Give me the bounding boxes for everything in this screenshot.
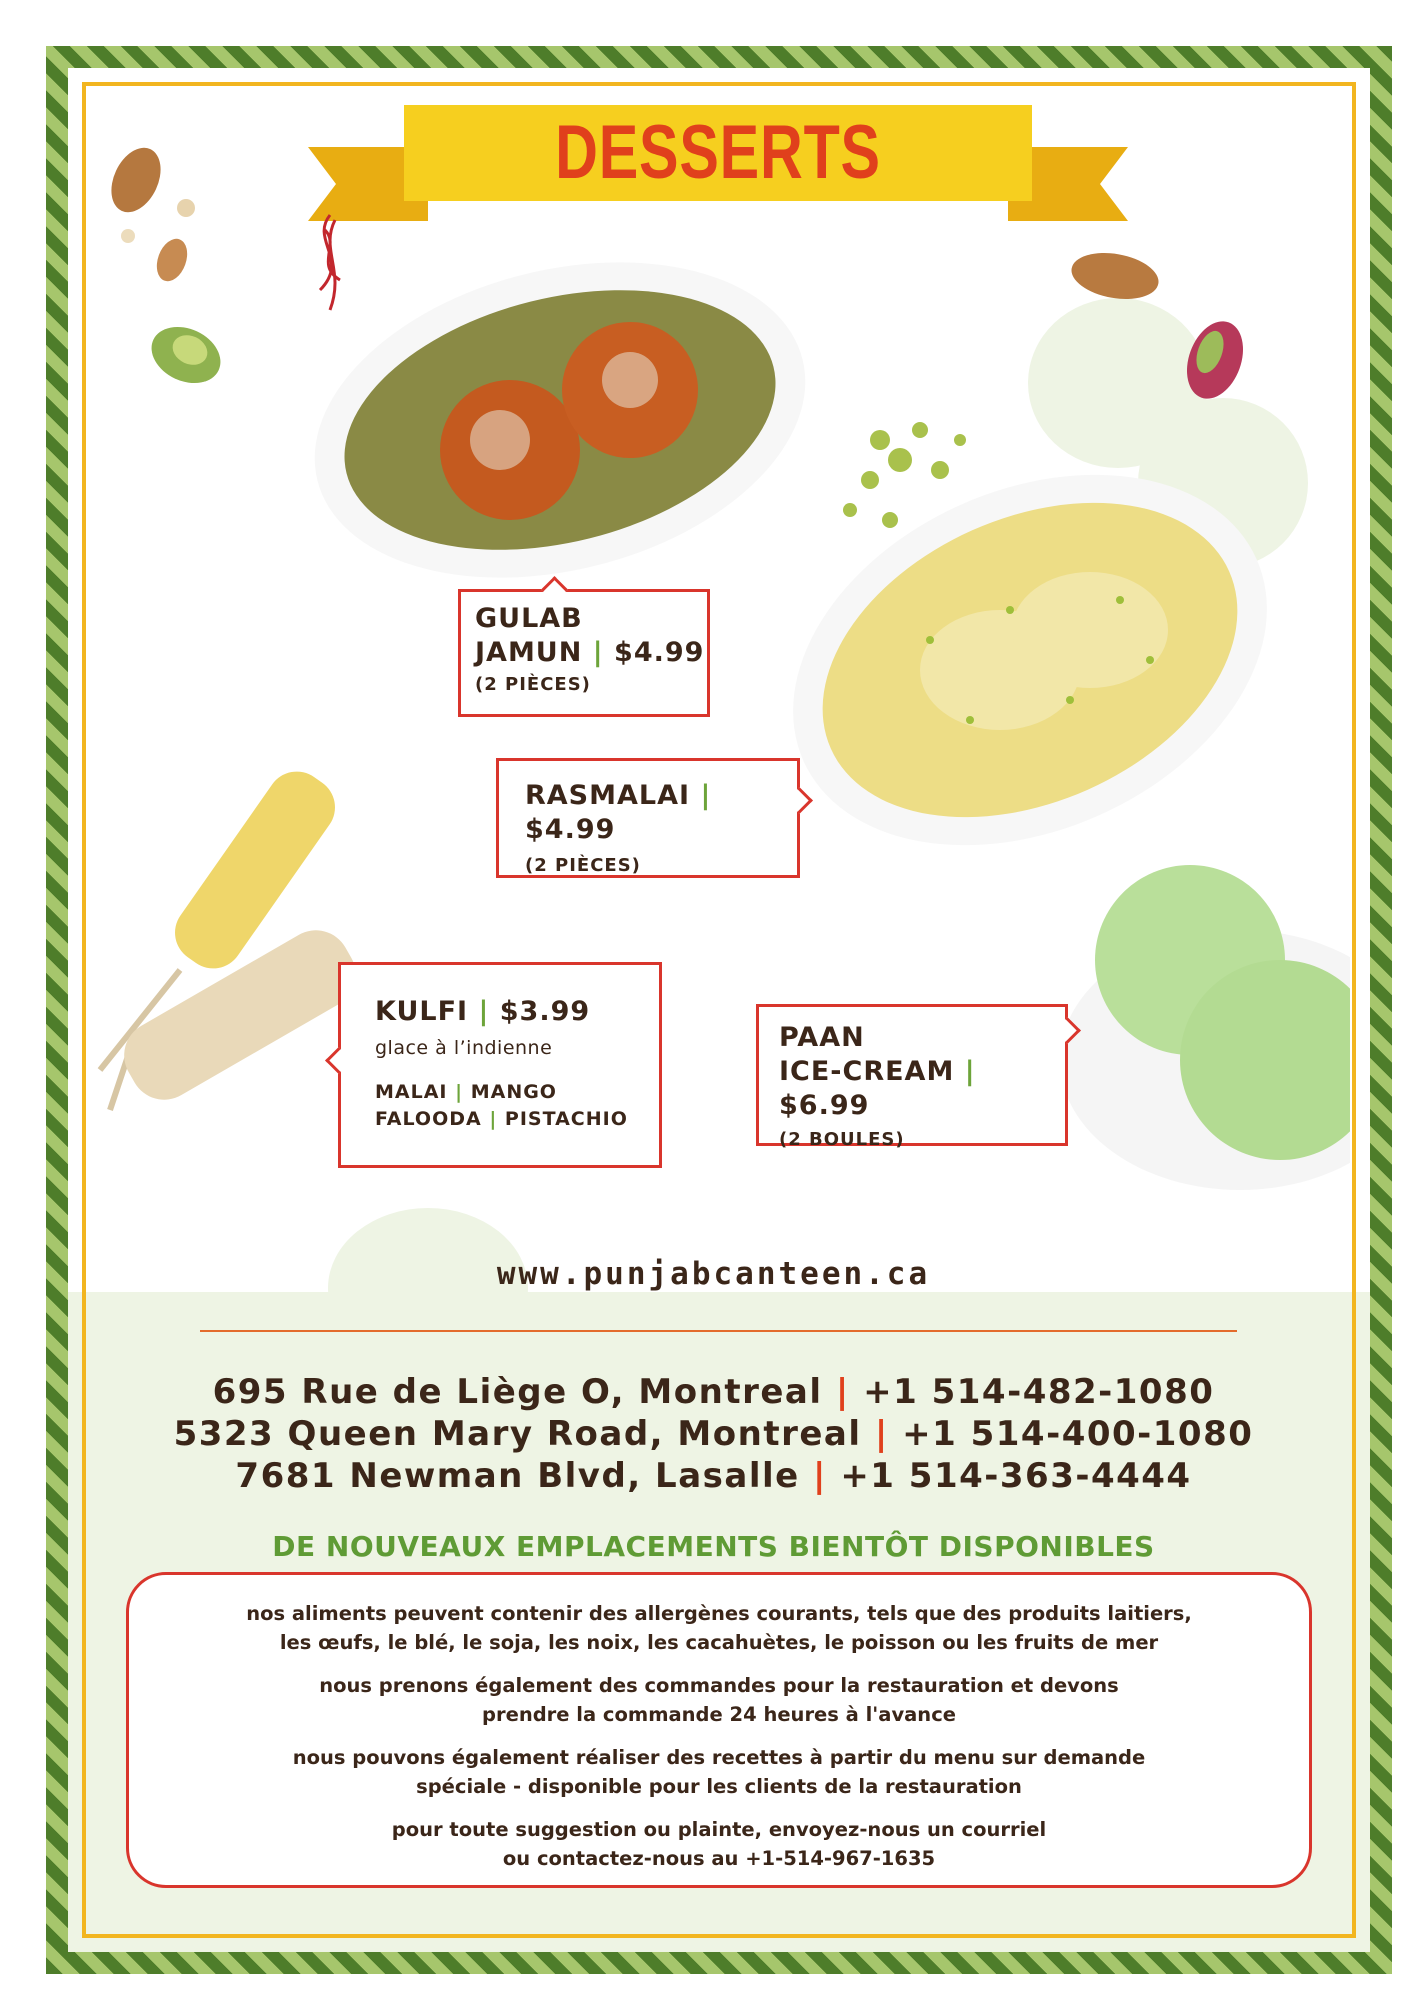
rasmalai-price: $4.99 bbox=[525, 814, 616, 845]
almond-icon bbox=[102, 140, 171, 220]
gulab-jamun-name-line1: GULAB bbox=[475, 603, 583, 634]
section-title: DESSERTS bbox=[555, 110, 881, 195]
price-separator: | bbox=[592, 637, 604, 668]
coming-soon-heading: DE NOUVEAUX EMPLACEMENTS BIENTÔT DISPONIBLES bbox=[272, 1530, 1155, 1563]
nuts-left-illustration bbox=[100, 140, 240, 400]
gulab-jamun-image bbox=[300, 250, 820, 590]
paan-ice-cream-price-box bbox=[756, 1004, 1068, 1150]
divider bbox=[200, 1330, 1237, 1332]
info-notes-box bbox=[126, 1572, 1312, 1888]
website-link[interactable]: www.punjabcanteen.ca bbox=[496, 1256, 931, 1292]
location-address: 695 Rue de Liège O, Montreal bbox=[212, 1372, 823, 1412]
kulfi-flavor-falooda: FALOODA bbox=[375, 1108, 482, 1130]
flavor-separator: | bbox=[455, 1081, 464, 1103]
rasmalai-note: (2 PIÈCES) bbox=[525, 855, 641, 876]
special-request-note: nous pouvons également réaliser des recettes à partir du menu sur demande spéciale - disponible pour les clients de la restauration bbox=[292, 1746, 1146, 1798]
price-separator: | bbox=[478, 996, 490, 1027]
location-line bbox=[0, 1413, 1427, 1455]
kulfi-description: glace à l’indienne bbox=[375, 1037, 553, 1059]
location-line bbox=[0, 1455, 1427, 1497]
kulfi-price: $3.99 bbox=[499, 996, 591, 1027]
paan-ice-cream-note: (2 BOULES) bbox=[779, 1129, 905, 1150]
kulfi-flavor-pistachio: PISTACHIO bbox=[504, 1108, 628, 1130]
gulab-jamun-name-line2: JAMUN bbox=[475, 637, 583, 668]
rasmalai-name: RASMALAI bbox=[525, 780, 691, 811]
almond-icon bbox=[151, 235, 192, 286]
kulfi-flavor-mango: MANGO bbox=[470, 1081, 557, 1103]
paan-ice-cream-name-line1: PAAN bbox=[779, 1022, 865, 1053]
paan-ice-cream-image bbox=[1050, 860, 1350, 1190]
address-separator: | bbox=[874, 1414, 889, 1454]
paan-ice-cream-name-line2: ICE-CREAM bbox=[779, 1056, 955, 1087]
kulfi-price-box bbox=[338, 962, 662, 1168]
nuts-right-illustration bbox=[1060, 240, 1260, 410]
location-line bbox=[0, 1371, 1427, 1413]
gulab-jamun-price-box bbox=[458, 589, 710, 717]
location-phone[interactable]: +1 514-482-1080 bbox=[863, 1372, 1215, 1412]
flavor-separator: | bbox=[489, 1108, 498, 1130]
paan-ice-cream-price: $6.99 bbox=[779, 1090, 870, 1121]
address-separator: | bbox=[835, 1372, 850, 1412]
address-separator: | bbox=[813, 1456, 827, 1496]
nut-crumb-icon bbox=[177, 199, 195, 217]
location-address: 7681 Newman Blvd, Lasalle bbox=[235, 1456, 800, 1496]
catering-note: nous prenons également des commandes pour la restauration et devons prendre la commande 24 heures à l'avance bbox=[319, 1674, 1119, 1726]
contact-note: pour toute suggestion ou plainte, envoyez-nous un courriel ou contactez-nous au +1-514-967-1635 bbox=[391, 1818, 1047, 1870]
gulab-jamun-price: $4.99 bbox=[614, 637, 705, 668]
nut-crumb-icon bbox=[121, 229, 135, 243]
kulfi-flavor-malai: MALAI bbox=[375, 1081, 448, 1103]
location-address: 5323 Queen Mary Road, Montreal bbox=[173, 1414, 862, 1454]
location-phone[interactable]: +1 514-400-1080 bbox=[902, 1414, 1254, 1454]
pistachio-crumbs-illustration bbox=[820, 400, 1000, 560]
price-separator: | bbox=[964, 1056, 976, 1087]
ribbon-body bbox=[404, 105, 1032, 201]
title-banner bbox=[308, 105, 1128, 245]
location-phone[interactable]: +1 514-363-4444 bbox=[840, 1456, 1192, 1496]
rasmalai-price-box bbox=[496, 758, 800, 878]
price-separator: | bbox=[700, 780, 712, 811]
allergen-note: nos aliments peuvent contenir des allergènes courants, tels que des produits laitiers, les œufs, le blé, le soja, les noix, les cacahuètes, le poisson ou les fruits de mer bbox=[246, 1602, 1192, 1654]
gulab-jamun-note: (2 PIÈCES) bbox=[475, 674, 591, 695]
almond-icon bbox=[1068, 247, 1162, 306]
kulfi-name: KULFI bbox=[375, 996, 469, 1027]
